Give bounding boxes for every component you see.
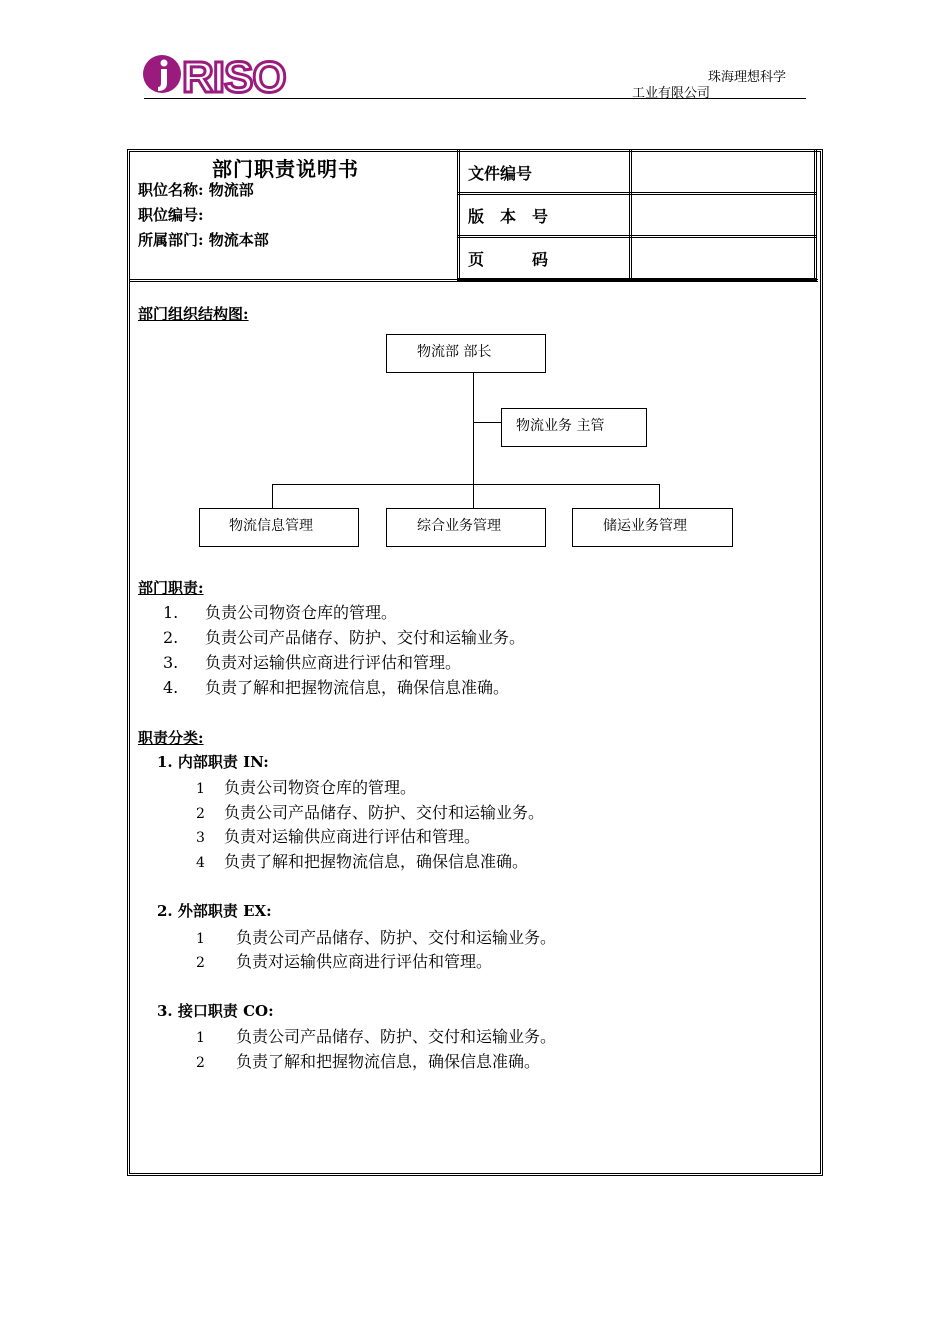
internal-duty-item: 3 负责对运输供应商进行评估和管理。	[196, 827, 481, 846]
page-label: 页 码	[459, 237, 631, 280]
duty-item: 1. 负责公司物资仓库的管理。	[163, 603, 398, 622]
org-node-general-management: 综合业务管理	[386, 508, 546, 547]
version-label: 版 本 号	[459, 194, 631, 237]
org-chart-heading: 部门组织结构图:	[138, 305, 249, 323]
duty-item: 3. 负责对运输供应商进行评估和管理。	[163, 653, 462, 672]
org-connector-right	[659, 484, 660, 508]
logo-wordmark: RISO	[182, 53, 286, 98]
file-no-label: 文件编号	[459, 151, 631, 194]
position-name: 职位名称: 物流部	[138, 181, 254, 199]
riso-logo	[140, 50, 300, 98]
external-duty-item: 1 负责公司产品储存、防护、交付和运输业务。	[196, 928, 557, 947]
internal-duty-item: 4 负责了解和把握物流信息，确保信息准确。	[196, 852, 529, 871]
interface-duties-heading: 3. 接口职责 CO:	[157, 1002, 274, 1020]
categories-heading: 职责分类:	[138, 729, 204, 747]
org-node-storage-management: 储运业务管理	[572, 508, 733, 547]
org-connector-assistant	[473, 422, 501, 423]
org-node-assistant: 物流业务 主管	[501, 408, 647, 447]
internal-duties-heading: 1. 内部职责 IN:	[157, 753, 269, 771]
internal-duty-item: 1 负责公司物资仓库的管理。	[196, 778, 417, 797]
duties-heading: 部门职责:	[138, 579, 204, 597]
document-title: 部门职责说明书	[212, 157, 359, 181]
company-name-line2: 工业有限公司	[632, 86, 711, 101]
org-connector-horizontal	[272, 484, 660, 485]
page-value	[631, 237, 816, 280]
file-no-value	[631, 151, 816, 194]
interface-duty-item: 1 负责公司产品储存、防护、交付和运输业务。	[196, 1027, 557, 1046]
version-value	[631, 194, 816, 237]
org-connector-left	[272, 484, 273, 508]
meta-table	[457, 149, 817, 281]
company-name-line1: 珠海理想科学	[708, 70, 787, 85]
position-number: 职位编号:	[138, 206, 204, 224]
duty-item: 4. 负责了解和把握物流信息，确保信息准确。	[163, 678, 510, 697]
external-duty-item: 2 负责对运输供应商进行评估和管理。	[196, 952, 493, 971]
header-rule	[144, 98, 806, 99]
internal-duty-item: 2 负责公司产品储存、防护、交付和运输业务。	[196, 803, 545, 822]
department: 所属部门: 物流本部	[138, 231, 269, 249]
interface-duty-item: 2 负责了解和把握物流信息，确保信息准确。	[196, 1052, 541, 1071]
org-node-info-management: 物流信息管理	[199, 508, 359, 547]
duty-item: 2. 负责公司产品储存、防护、交付和运输业务。	[163, 628, 526, 647]
external-duties-heading: 2. 外部职责 EX:	[157, 902, 272, 920]
org-node-head: 物流部 部长	[386, 334, 546, 373]
org-connector-vertical	[473, 372, 474, 508]
